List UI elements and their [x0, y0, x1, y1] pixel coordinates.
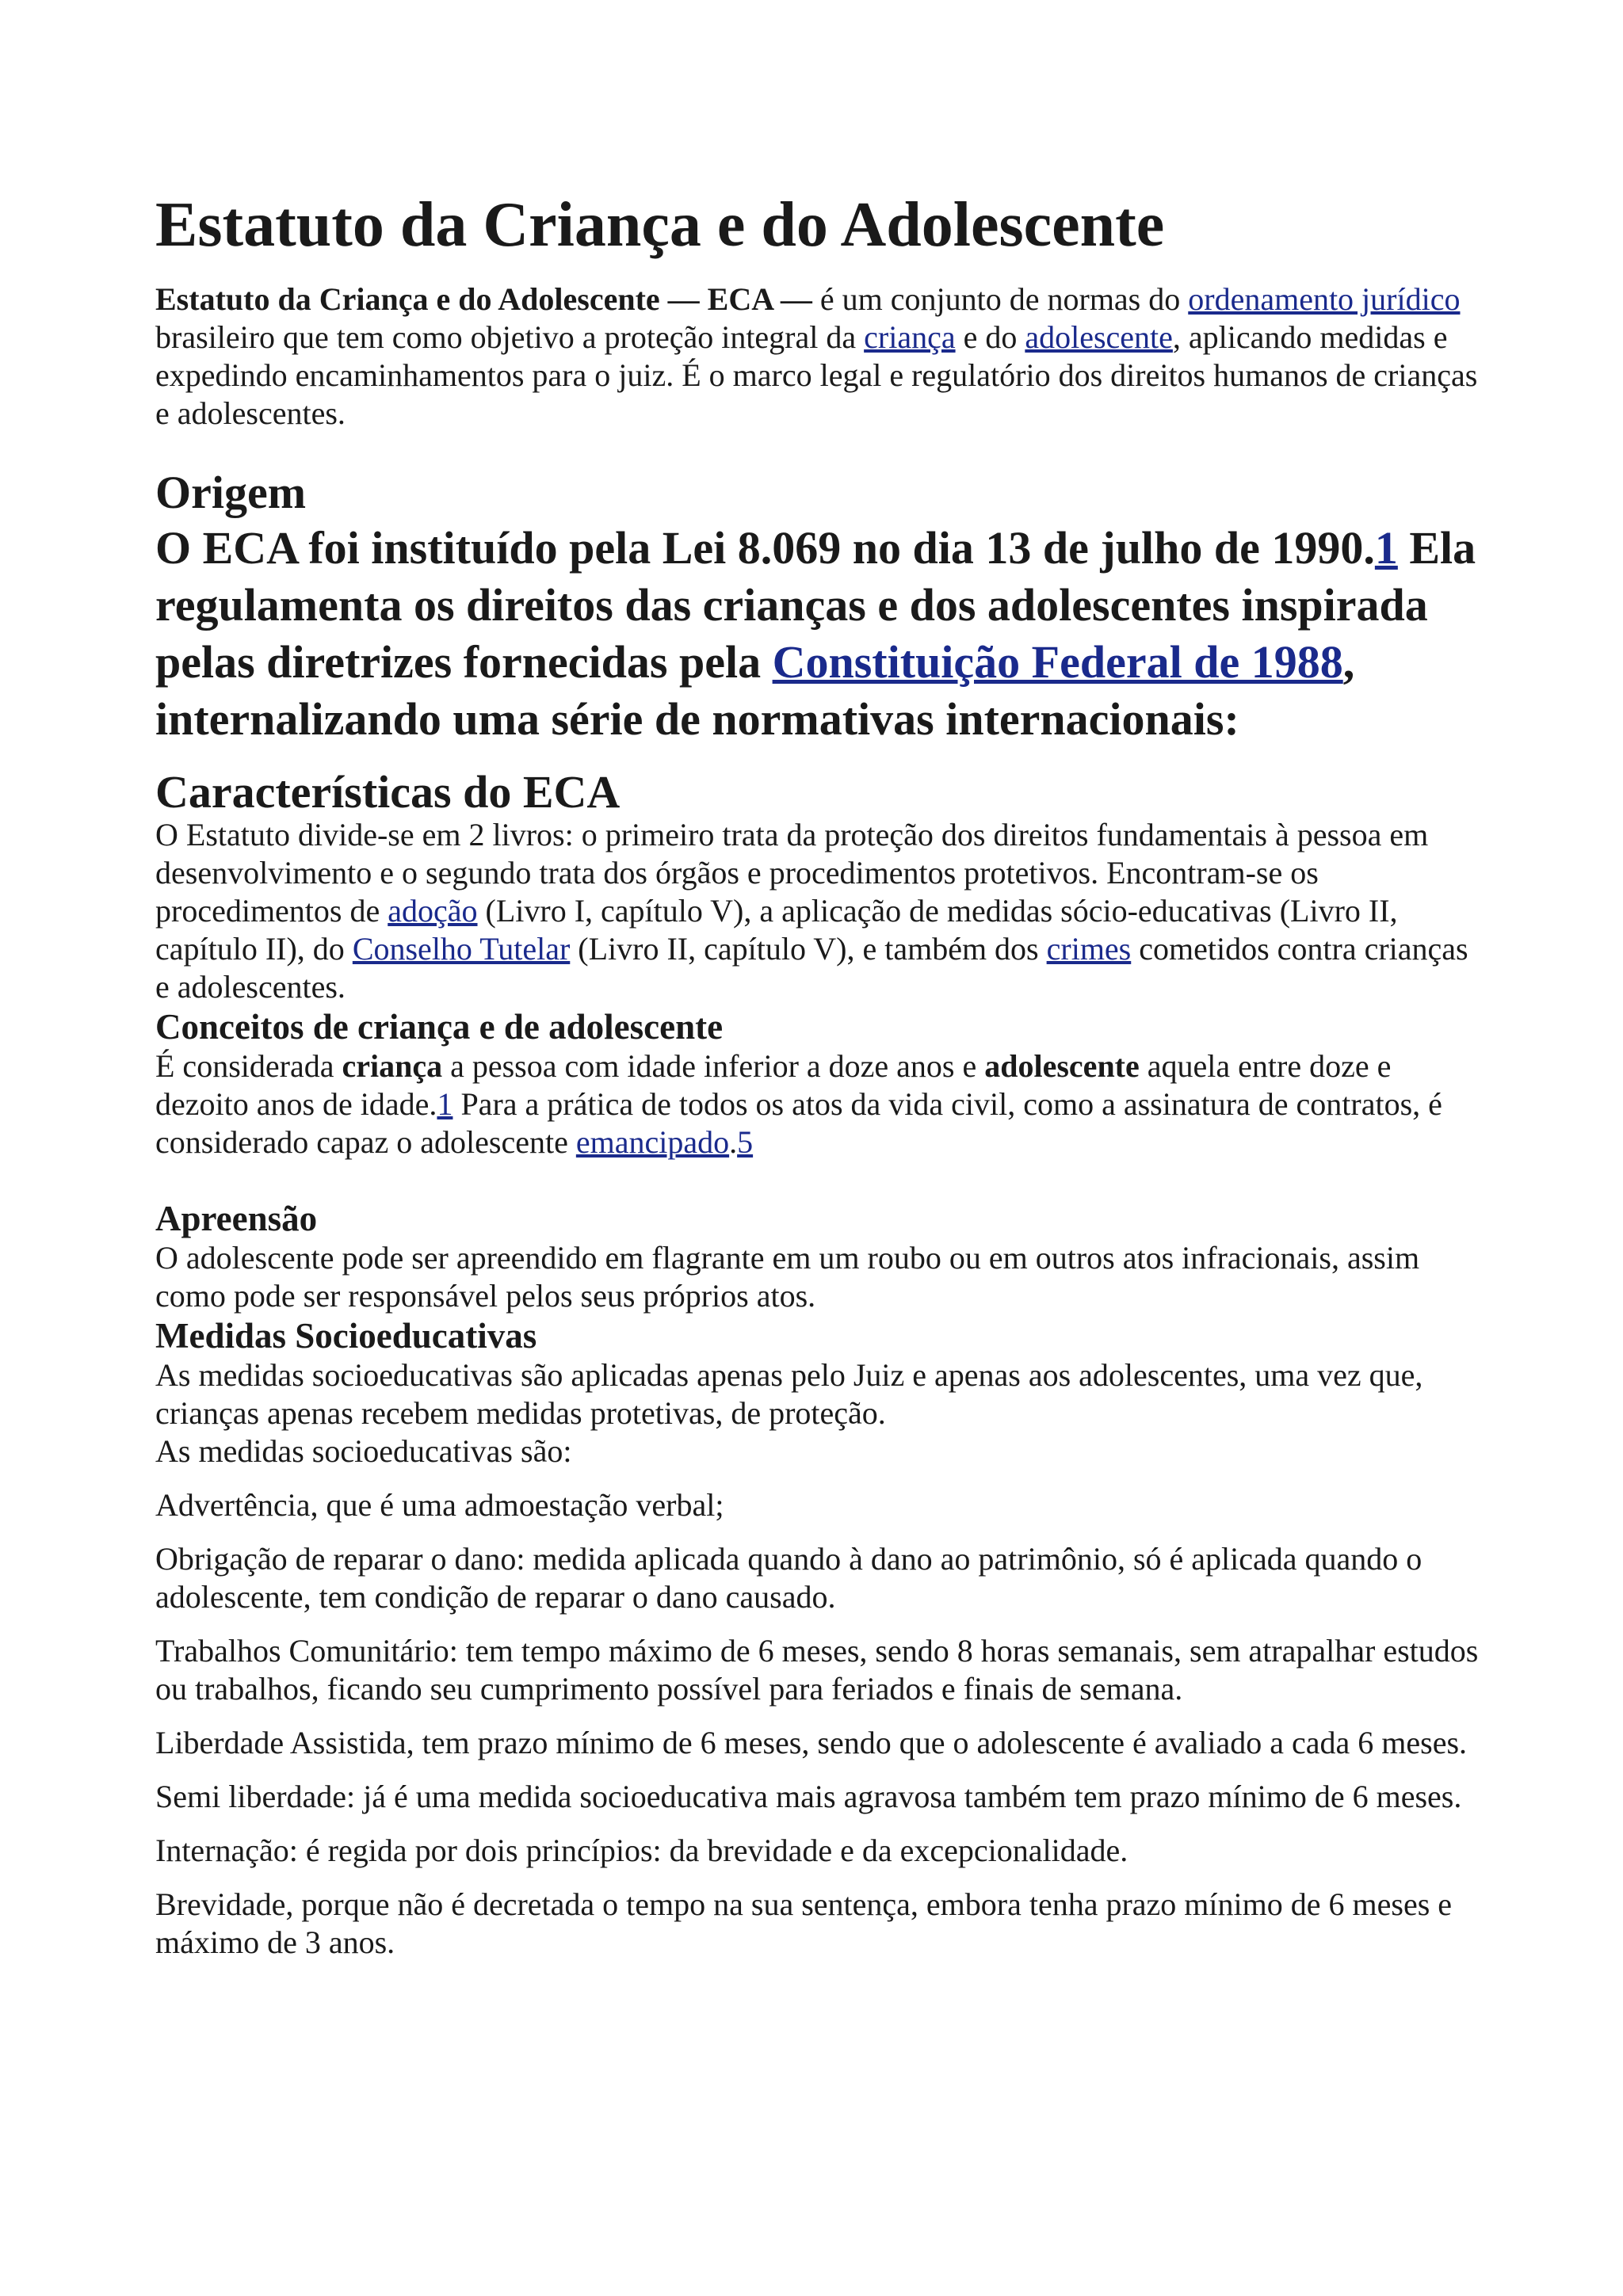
footnote-ref-1[interactable]: 1: [1374, 522, 1398, 574]
link-ordenamento-juridico[interactable]: ordenamento jurídico: [1188, 281, 1461, 317]
car-text-4: cometidos contra crianças e adolescentes.: [155, 931, 1468, 1005]
heading-apreensao: Apreensão: [155, 1199, 318, 1238]
conceitos-text-4: Para a prática de todos os atos da vida civil, como a assinatura de contratos, é considerado capaz o adolescente: [155, 1086, 1442, 1160]
link-emancipado[interactable]: emancipado: [575, 1124, 730, 1160]
car-text-3: (Livro II, capítulo V), e também dos: [570, 931, 1047, 967]
medida-item: Liberdade Assistida, tem prazo mínimo de 6 meses, sendo que o adolescente é avaliado a cada 6 meses.: [155, 1725, 1468, 1760]
apreensao-paragraph: O adolescente pode ser apreendido em flagrante em um roubo ou em outros atos infracionais, assim como pode ser responsável pelos seus próprios atos.: [155, 1240, 1420, 1314]
link-constituicao-federal[interactable]: Constituição Federal de 1988: [772, 636, 1343, 688]
link-crimes[interactable]: crimes: [1046, 931, 1132, 967]
conceitos-bold-crianca: criança: [342, 1048, 443, 1084]
document-page: [155, 187, 1487, 1962]
conceitos-text-1: É considerada: [155, 1048, 342, 1084]
conceitos-bold-adolescente: adolescente: [984, 1048, 1140, 1084]
medidas-paragraph-1: As medidas socioeducativas são aplicadas apenas pelo Juiz e apenas aos adolescentes, uma vez que, crianças apenas recebem medidas protetivas, de proteção.: [155, 1357, 1423, 1431]
medidas-paragraph-2: As medidas socioeducativas são:: [155, 1433, 572, 1469]
heading-conceitos: Conceitos de criança e de adolescente: [155, 1007, 724, 1047]
conceitos-paragraph: [155, 1047, 1487, 1161]
footnote-ref-1b[interactable]: 1: [437, 1086, 453, 1122]
heading-medidas: Medidas Socioeducativas: [155, 1316, 537, 1356]
intro-text-4: , aplicando medidas e expedindo encaminhamentos para o juiz. É o marco legal e regulatório dos direitos humanos de crianças e adolescentes.: [155, 319, 1478, 431]
medida-item: Semi liberdade: já é uma medida socioeducativa mais agravosa também tem prazo mínimo de 6 meses.: [155, 1779, 1462, 1814]
link-adolescente[interactable]: adolescente: [1025, 319, 1173, 355]
heading-origem: Origem: [155, 467, 307, 518]
caracteristicas-paragraph: [155, 816, 1487, 1006]
medida-item: Trabalhos Comunitário: tem tempo máximo de 6 meses, sendo 8 horas semanais, sem atrapalhar estudos ou trabalhos, ficando seu cumprimento possível para feriados e finais de semana.: [155, 1633, 1479, 1707]
footnote-ref-5[interactable]: 5: [737, 1124, 754, 1160]
medida-item: Brevidade, porque não é decretada o tempo na sua sentença, embora tenha prazo mínimo de 6 meses e máximo de 3 anos.: [155, 1886, 1453, 1960]
conceitos-text-3: aquela entre doze e dezoito anos de idade.: [155, 1048, 1392, 1122]
link-adocao[interactable]: adoção: [388, 893, 478, 929]
intro-text-3: e do: [955, 319, 1025, 355]
intro-paragraph: [155, 280, 1487, 433]
conceitos-text-5: .: [729, 1124, 738, 1160]
car-text-2: (Livro I, capítulo V), a aplicação de medidas sócio-educativas (Livro II, capítulo II), do: [155, 893, 1398, 967]
conceitos-text-2: a pessoa com idade inferior a doze anos e: [442, 1048, 985, 1084]
origem-text-2: Ela regulamenta os direitos das crianças e dos adolescentes inspirada pelas diretrizes fornecidas pela: [155, 522, 1476, 688]
link-conselho-tutelar[interactable]: Conselho Tutelar: [352, 931, 571, 967]
origem-paragraph: [155, 520, 1487, 748]
spacer: [155, 1161, 1487, 1198]
intro-text-2: brasileiro que tem como objetivo a proteção integral da: [155, 319, 865, 355]
medida-item: Internação: é regida por dois princípios: da brevidade e da excepcionalidade.: [155, 1833, 1128, 1868]
intro-text-1: é um conjunto de normas do: [812, 281, 1189, 317]
origem-text-1: O ECA foi instituído pela Lei 8.069 no dia 13 de julho de 1990.: [155, 522, 1375, 574]
origem-text-3: , internalizando uma série de normativas internacionais:: [155, 636, 1355, 745]
heading-caracteristicas: Características do ECA: [155, 766, 621, 818]
intro-bold-lead: Estatuto da Criança e do Adolescente — ECA —: [155, 281, 812, 317]
medida-item: Advertência, que é uma admoestação verbal;: [155, 1487, 724, 1523]
page-title: Estatuto da Criança e do Adolescente: [155, 190, 1165, 260]
link-crianca[interactable]: criança: [864, 319, 956, 355]
medida-item: Obrigação de reparar o dano: medida aplicada quando à dano ao patrimônio, só é aplicada quando o adolescente, tem condição de reparar o dano causado.: [155, 1541, 1423, 1615]
car-text-1: O Estatuto divide-se em 2 livros: o primeiro trata da proteção dos direitos fundamentais à pessoa em desenvolvimento e o segundo trata dos órgãos e procedimentos protetivos. Encontram-se os procedimentos de: [155, 817, 1429, 929]
